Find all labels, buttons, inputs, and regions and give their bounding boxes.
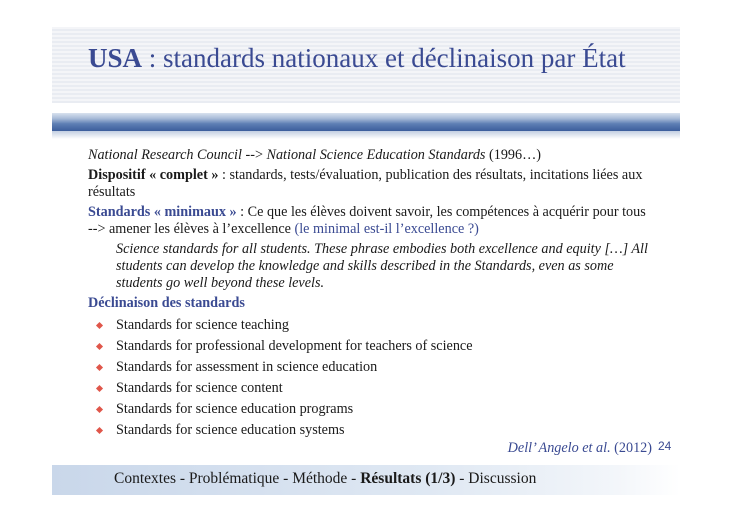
- declinaison-heading: Déclinaison des standards: [88, 295, 245, 311]
- excellence-question: (le minimal est-il l’excellence ?): [294, 221, 479, 237]
- diamond-bullet-icon: [96, 343, 103, 350]
- slide-title: [88, 43, 626, 74]
- title-bar-shade: [52, 131, 680, 139]
- footer-navigation: [114, 470, 536, 488]
- list-item-label: Standards for assessment in science education: [116, 359, 378, 375]
- list-item: [88, 399, 648, 420]
- title-underline-bar: [52, 113, 680, 131]
- diamond-bullet-icon: [96, 427, 103, 434]
- citation: [482, 440, 652, 457]
- nrc-name: National Research Council: [88, 147, 242, 163]
- footer-bar: [52, 465, 680, 495]
- nses-name: National Science Education Standards: [266, 147, 486, 163]
- list-item-label: Standards for science education programs: [116, 401, 354, 417]
- nses-year: (1996…): [485, 147, 542, 163]
- diamond-bullet-icon: [96, 406, 103, 413]
- standards-minimaux-text: : Ce que les élèves doivent savoir, les compétences à acquérir pour tous --> amener les élèves à l’excellence: [88, 204, 646, 237]
- citation-year: (2012): [614, 440, 652, 456]
- dispositif-paragraph: [88, 167, 648, 201]
- footer-after: - Discussion: [455, 470, 537, 487]
- footer-current-section: Résultats (1/3): [360, 470, 456, 487]
- page-number: 24: [658, 439, 672, 453]
- list-item: [88, 336, 648, 357]
- diamond-bullet-icon: [96, 385, 103, 392]
- title-band: [52, 27, 680, 103]
- list-item: [88, 357, 648, 378]
- standards-minimaux-paragraph: [88, 204, 648, 238]
- standards-list: [88, 315, 648, 441]
- nrc-line: [88, 147, 648, 164]
- slide: [52, 27, 680, 495]
- footer-before: Contextes - Problématique - Méthode -: [114, 470, 361, 487]
- standards-minimaux-label: Standards « minimaux »: [88, 204, 237, 220]
- list-item: [88, 378, 648, 399]
- diamond-bullet-icon: [96, 364, 103, 371]
- slide-content: [88, 147, 648, 441]
- list-item-label: Standards for science teaching: [116, 317, 289, 333]
- title-bold: USA: [88, 43, 143, 73]
- citation-authors: Dell’ Angelo et al.: [507, 440, 615, 456]
- list-item-label: Standards for science education systems: [116, 422, 345, 438]
- list-item-label: Standards for science content: [116, 380, 283, 396]
- title-rest: : standards nationaux et déclinaison par État: [142, 43, 626, 73]
- diamond-bullet-icon: [96, 322, 103, 329]
- list-item: [88, 315, 648, 336]
- dispositif-label: Dispositif « complet »: [88, 167, 219, 183]
- nrc-arrow: -->: [241, 147, 267, 163]
- standards-quote: Science standards for all students. These phrase embodies both excellence and equity […] All students can develop the knowledge and skills described in the Standards, even as some students go well beyond these levels.: [116, 241, 648, 291]
- dispositif-text: : standards, tests/évaluation, publication des résultats, incitations liées aux résultats: [88, 167, 643, 200]
- list-item-label: Standards for professional development for teachers of science: [116, 338, 473, 354]
- list-item: [88, 420, 648, 441]
